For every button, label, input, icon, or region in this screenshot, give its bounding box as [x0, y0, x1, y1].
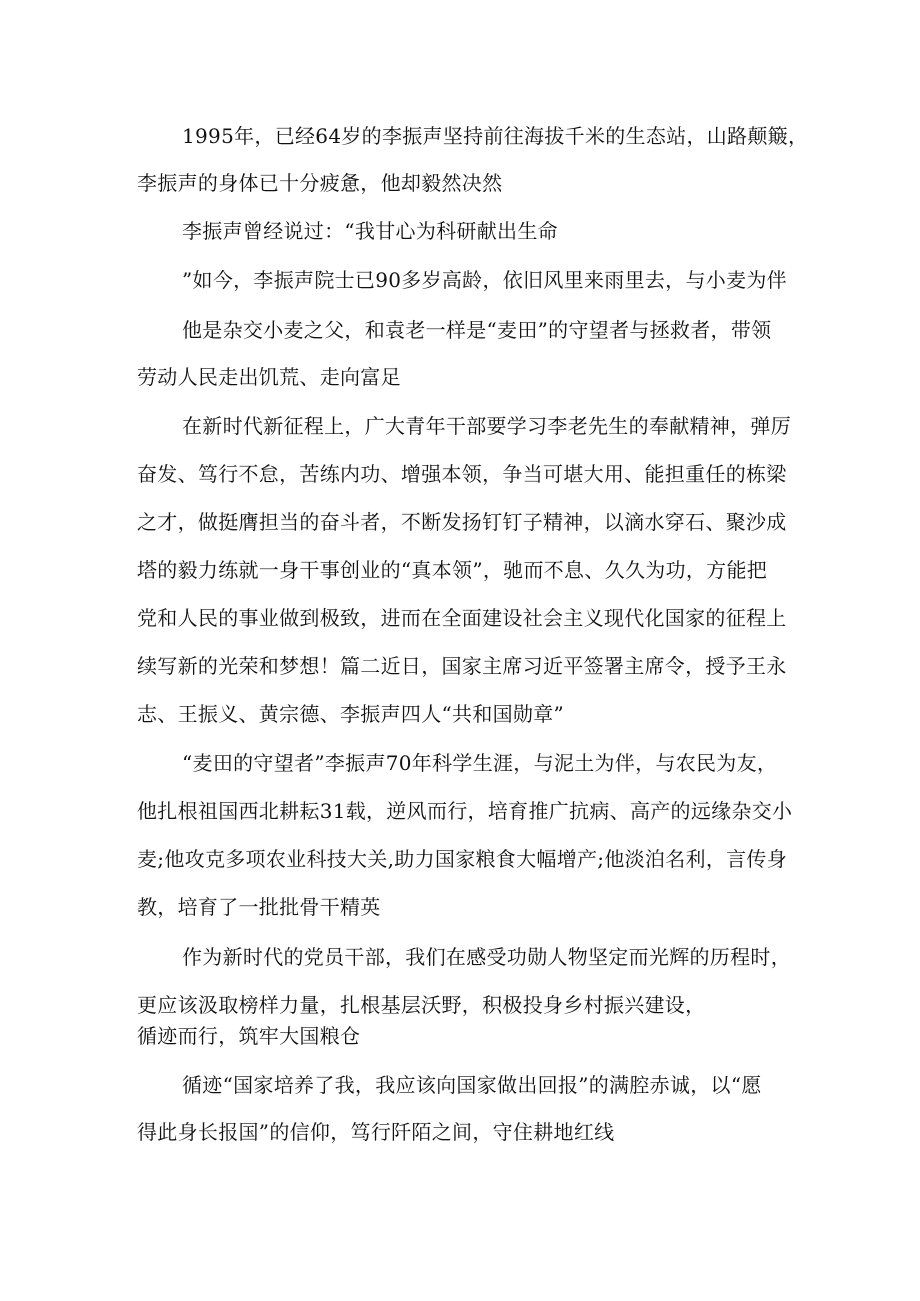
- text-line: 志、王振义、黄宗德、李振声四人“共和国勋章”: [137, 702, 565, 726]
- text-line: 循迹而行，筑牢大国粮仓: [137, 1024, 361, 1048]
- text-line: 之才，做挺膺担当的奋斗者，不断发扬钉钉子精神，以滴水穿石、聚沙成: [137, 510, 787, 534]
- text-line: 在新时代新征程上，广大青年干部要学习李老先生的奉献精神，弹厉: [182, 414, 791, 438]
- text-line: 塔的毅力练就一身干事创业的“真本领”，驰而不息、久久为功，方能把: [137, 558, 768, 582]
- text-line: 奋发、笃行不怠，苦练内功、增强本领，争当可堪大用、能担重任的栋梁: [137, 462, 787, 486]
- text-line: 麦;他攻克多项农业科技大关,助力国家粮食大幅增产;他淡泊名利，言传身: [137, 847, 788, 871]
- text-line: 更应该汲取榜样力量，扎根基层沃野，积极投身乡村振兴建设，: [137, 993, 706, 1017]
- text-line: “麦田的守望者”李振声70年科学生涯，与泥土为伴，与农民为友，: [182, 751, 778, 775]
- text-line: 李振声的身体已十分疲惫，他却毅然决然: [137, 171, 503, 195]
- text-line: 续写新的光荣和梦想！篇二近日，国家主席习近平签署主席令，授予王永: [137, 654, 787, 678]
- text-line: 劳动人民走出饥荒、走向富足: [137, 365, 401, 389]
- text-line: ”如今，李振声院士已90多岁高龄，依旧风里来雨里去，与小麦为伴: [182, 268, 787, 292]
- text-line: 循迹“国家培养了我，我应该向国家做出回报”的满腔赤诚，以“愿: [182, 1073, 762, 1097]
- text-line: 得此身长报国”的信仰，笃行阡陌之间，守住耕地红线: [137, 1120, 615, 1144]
- text-line: 教，培育了一批批骨干精英: [137, 895, 381, 919]
- text-line: 他是杂交小麦之父，和袁老一样是“麦田”的守望者与拯救者，带领: [182, 318, 772, 342]
- text-line: 1995年，已经64岁的李振声坚持前往海拔千米的生态站，山路颠簸，: [182, 124, 809, 148]
- text-line: 作为新时代的党员干部，我们在感受功勋人物坚定而光辉的历程时，: [182, 945, 791, 969]
- text-line: 他扎根祖国西北耕耘31载，逆风而行，培育推广抗病、高产的远缘杂交小: [137, 799, 793, 823]
- text-line: 党和人民的事业做到极致，进而在全面建设社会主义现代化国家的征程上: [137, 606, 787, 630]
- text-line: 李振声曾经说过：“我甘心为科研献出生命: [182, 219, 558, 243]
